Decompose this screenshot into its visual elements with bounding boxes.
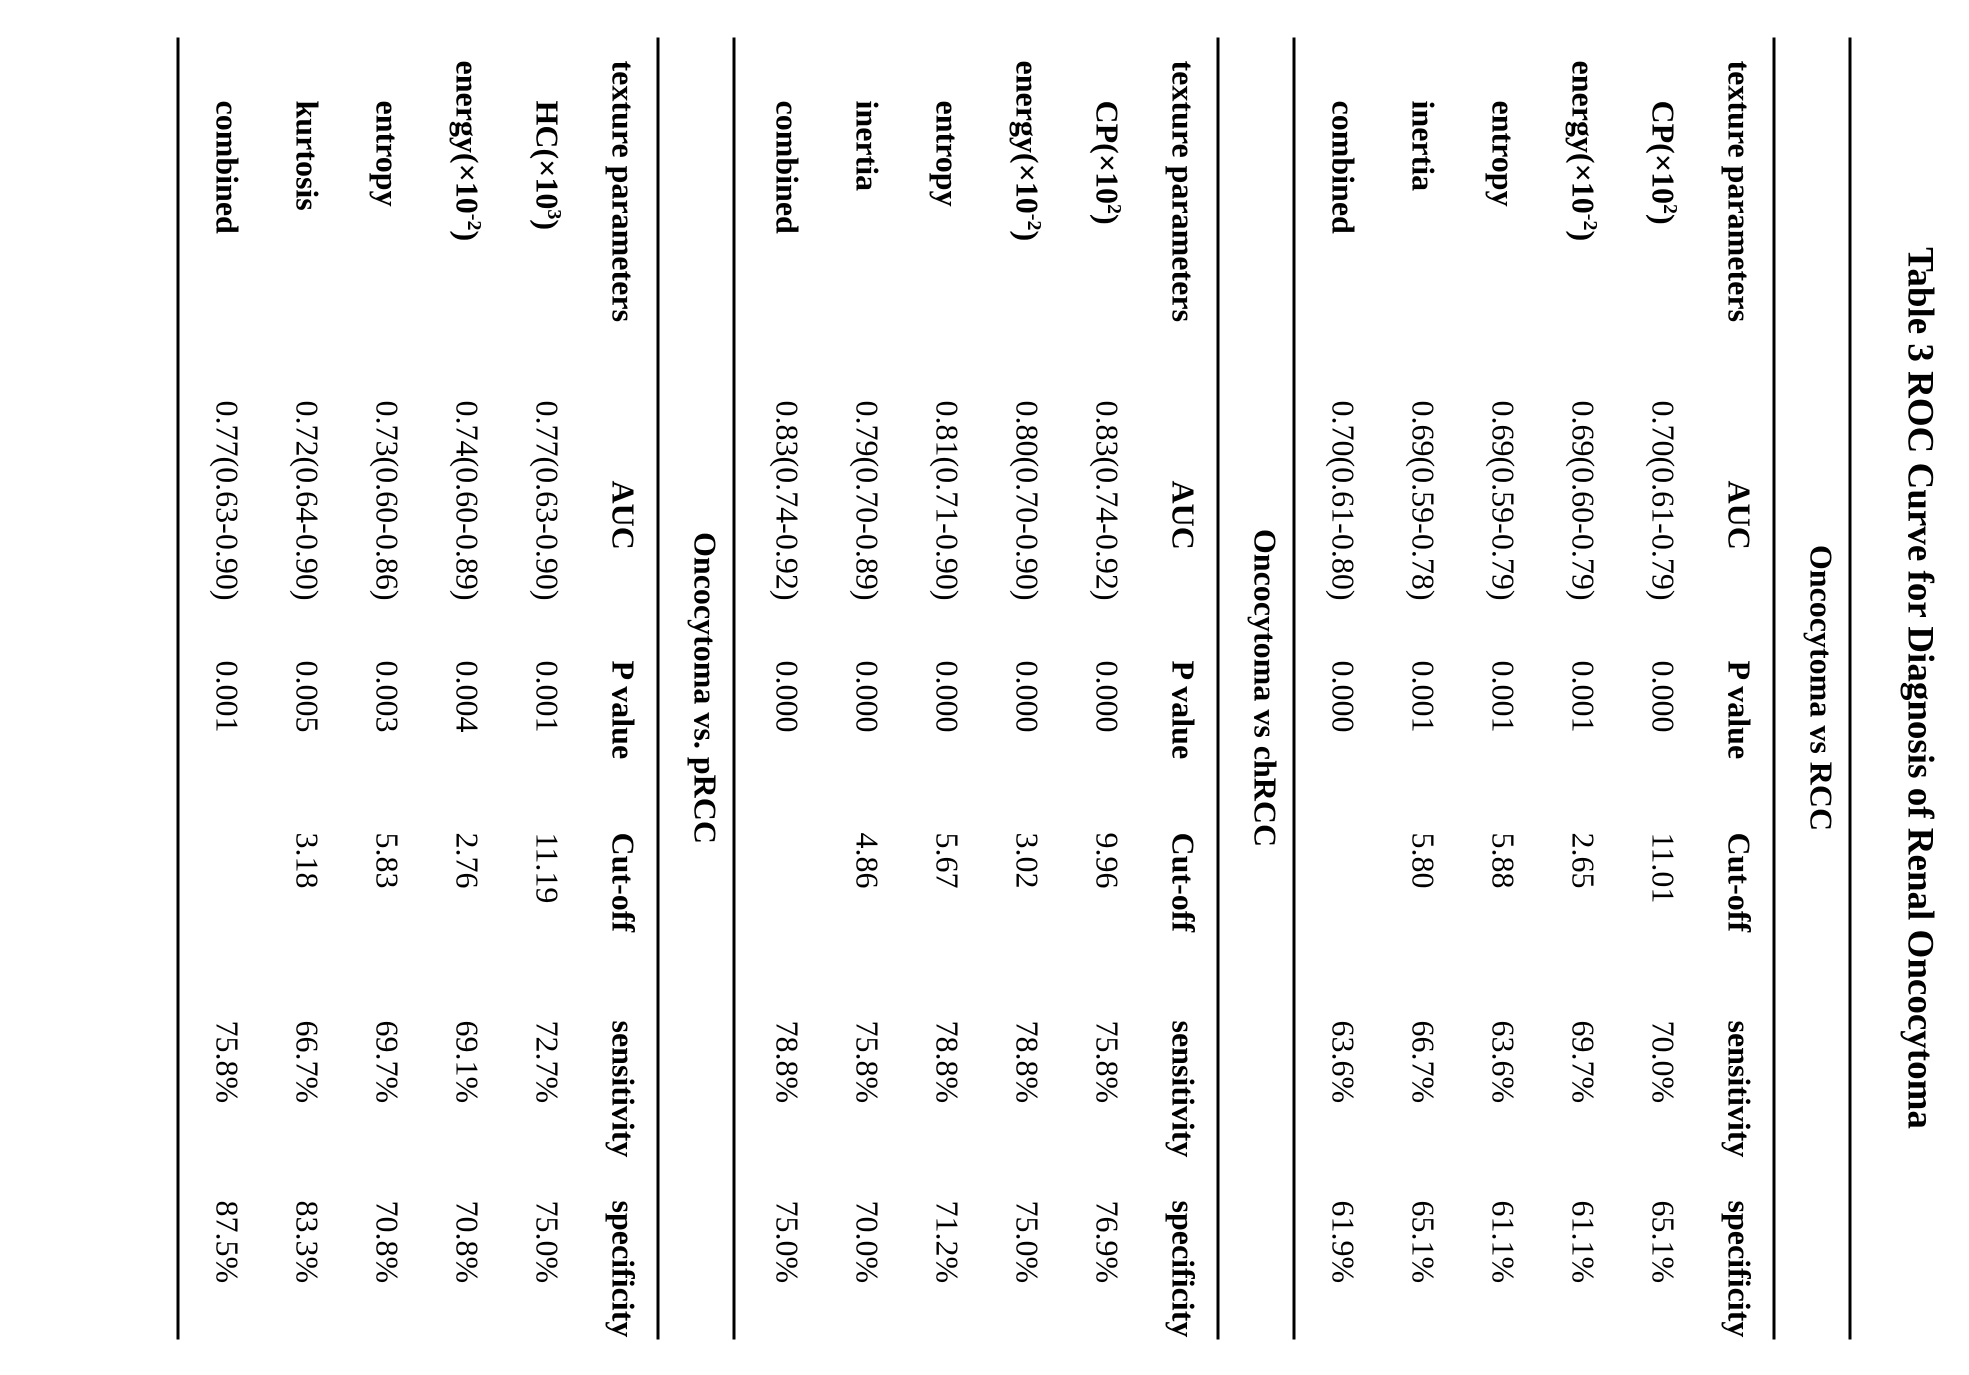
rule-bottom — [176, 37, 179, 1339]
p-cell: 0.001 — [1565, 660, 1601, 732]
col-header-params: texture parameters — [605, 60, 641, 322]
param-label: entropy — [369, 100, 405, 207]
col-header-auc: AUC — [605, 480, 641, 550]
p-cell: 0.004 — [449, 660, 485, 732]
auc-cell: 0.81(0.71-0.90) — [929, 400, 965, 600]
col-header-specificity: specificity — [605, 1200, 641, 1337]
param-label: $energy(\times 10^{-2})$ — [449, 60, 485, 241]
table-row — [927, 0, 967, 1375]
specificity-cell: 76.9% — [1089, 1200, 1125, 1283]
specificity-cell: 87.5% — [209, 1200, 245, 1283]
auc-cell: 0.77(0.63-0.90) — [209, 400, 245, 600]
rule-top — [1848, 37, 1851, 1339]
col-header-p: P value — [1165, 660, 1201, 759]
specificity-cell: 70.8% — [449, 1200, 485, 1283]
cutoff-cell: 2.65 — [1565, 832, 1601, 888]
col-header-p: P value — [605, 660, 641, 759]
table-row — [1483, 0, 1523, 1375]
cutoff-cell: 5.80 — [1405, 832, 1441, 888]
auc-cell: 0.83(0.74-0.92) — [1089, 400, 1125, 600]
table-row — [287, 0, 327, 1375]
cutoff-cell: 5.83 — [369, 832, 405, 888]
rule — [1216, 37, 1219, 1339]
auc-cell: 0.79(0.70-0.89) — [849, 400, 885, 600]
p-cell: 0.000 — [849, 660, 885, 732]
p-cell: 0.000 — [1645, 660, 1681, 732]
auc-cell: 0.69(0.59-0.79) — [1485, 400, 1521, 600]
cutoff-cell: 5.88 — [1485, 832, 1521, 888]
col-header-auc: AUC — [1721, 480, 1757, 550]
auc-cell: 0.80(0.70-0.90) — [1009, 400, 1045, 600]
p-cell: 0.001 — [1485, 660, 1521, 732]
param-label: $energy(\times 10^{-2})$ — [1565, 60, 1601, 241]
header-row — [1163, 0, 1203, 1375]
p-cell: 0.000 — [1089, 660, 1125, 732]
p-cell: 0.000 — [1009, 660, 1045, 732]
sensitivity-cell: 70.0% — [1645, 1020, 1681, 1103]
specificity-cell: 70.0% — [849, 1200, 885, 1283]
sensitivity-cell: 66.7% — [1405, 1020, 1441, 1103]
table-row — [1087, 0, 1127, 1375]
param-label: entropy — [929, 100, 965, 207]
auc-cell: 0.77(0.63-0.90) — [529, 400, 565, 600]
param-label: combined — [1325, 100, 1361, 234]
sensitivity-cell: 78.8% — [769, 1020, 805, 1103]
auc-cell: 0.69(0.59-0.78) — [1405, 400, 1441, 600]
col-header-specificity: specificity — [1165, 1200, 1201, 1337]
auc-cell: 0.73(0.60-0.86) — [369, 400, 405, 600]
col-header-params: texture parameters — [1165, 60, 1201, 322]
col-header-sensitivity: sensitivity — [1165, 1020, 1201, 1157]
specificity-cell: 75.0% — [1009, 1200, 1045, 1283]
sensitivity-cell: 69.7% — [369, 1020, 405, 1103]
sensitivity-cell: 72.7% — [529, 1020, 565, 1103]
sensitivity-cell: 63.6% — [1325, 1020, 1361, 1103]
sensitivity-cell: 63.6% — [1485, 1020, 1521, 1103]
specificity-cell: 75.0% — [529, 1200, 565, 1283]
cutoff-cell: 4.86 — [849, 832, 885, 888]
sensitivity-cell: 75.8% — [849, 1020, 885, 1103]
section-heading: Oncocytoma vs RCC — [1803, 544, 1839, 831]
auc-cell: 0.70(0.61-0.80) — [1325, 400, 1361, 600]
header-row — [603, 0, 643, 1375]
specificity-cell: 65.1% — [1405, 1200, 1441, 1283]
sensitivity-cell: 78.8% — [1009, 1020, 1045, 1103]
col-header-sensitivity: sensitivity — [1721, 1020, 1757, 1157]
table-row — [207, 0, 247, 1375]
cutoff-cell: 2.76 — [449, 832, 485, 888]
auc-cell: 0.69(0.60-0.79) — [1565, 400, 1601, 600]
table-row — [1403, 0, 1443, 1375]
col-header-auc: AUC — [1165, 480, 1201, 550]
table-row — [1007, 0, 1047, 1375]
param-label: $CP(\times 10^2)$ — [1089, 100, 1125, 225]
param-label: kurtosis — [289, 100, 325, 211]
table-row — [1563, 0, 1603, 1375]
table-row — [447, 0, 487, 1375]
sensitivity-cell: 75.8% — [209, 1020, 245, 1103]
table-title: Table 3 ROC Curve for Diagnosis of Renal Oncocytoma — [1899, 246, 1940, 1129]
table-row — [847, 0, 887, 1375]
p-cell: 0.001 — [529, 660, 565, 732]
table-row — [1323, 0, 1363, 1375]
specificity-cell: 75.0% — [769, 1200, 805, 1283]
rule — [656, 37, 659, 1339]
cutoff-cell: 11.19 — [529, 832, 565, 903]
p-cell: 0.000 — [769, 660, 805, 732]
specificity-cell: 65.1% — [1645, 1200, 1681, 1283]
sensitivity-cell: 69.1% — [449, 1020, 485, 1103]
sensitivity-cell: 78.8% — [929, 1020, 965, 1103]
param-label: inertia — [1405, 100, 1441, 191]
section-heading: Oncocytoma vs. pRCC — [687, 531, 723, 844]
sensitivity-cell: 69.7% — [1565, 1020, 1601, 1103]
auc-cell: 0.83(0.74-0.92) — [769, 400, 805, 600]
p-cell: 0.001 — [1405, 660, 1441, 732]
auc-cell: 0.70(0.61-0.79) — [1645, 400, 1681, 600]
rule — [732, 37, 735, 1339]
auc-cell: 0.74(0.60-0.89) — [449, 400, 485, 600]
specificity-cell: 70.8% — [369, 1200, 405, 1283]
col-header-cutoff: Cut-off — [1721, 832, 1757, 932]
table-row — [1643, 0, 1683, 1375]
header-row — [1719, 0, 1759, 1375]
param-label: $CP(\times 10^2)$ — [1645, 100, 1681, 225]
p-cell: 0.000 — [929, 660, 965, 732]
cutoff-cell: 3.02 — [1009, 832, 1045, 888]
rule — [1772, 37, 1775, 1339]
col-header-params: texture parameters — [1721, 60, 1757, 322]
p-cell: 0.005 — [289, 660, 325, 732]
cutoff-cell: 3.18 — [289, 832, 325, 888]
section-heading: Oncocytoma vs chRCC — [1247, 528, 1283, 847]
specificity-cell: 61.9% — [1325, 1200, 1361, 1283]
cutoff-cell: 11.01 — [1645, 832, 1681, 903]
param-label: combined — [769, 100, 805, 234]
specificity-cell: 71.2% — [929, 1200, 965, 1283]
col-header-cutoff: Cut-off — [1165, 832, 1201, 932]
auc-cell: 0.72(0.64-0.90) — [289, 400, 325, 600]
param-label: $HC(\times 10^3)$ — [529, 100, 565, 230]
p-cell: 0.000 — [1325, 660, 1361, 732]
cutoff-cell: 9.96 — [1089, 832, 1125, 888]
p-cell: 0.001 — [209, 660, 245, 732]
col-header-sensitivity: sensitivity — [605, 1020, 641, 1157]
col-header-cutoff: Cut-off — [605, 832, 641, 932]
specificity-cell: 61.1% — [1565, 1200, 1601, 1283]
sensitivity-cell: 75.8% — [1089, 1020, 1125, 1103]
p-cell: 0.003 — [369, 660, 405, 732]
cutoff-cell: 5.67 — [929, 832, 965, 888]
sensitivity-cell: 66.7% — [289, 1020, 325, 1103]
col-header-p: P value — [1721, 660, 1757, 759]
param-label: entropy — [1485, 100, 1521, 207]
rule — [1292, 37, 1295, 1339]
table-row — [367, 0, 407, 1375]
table-row — [767, 0, 807, 1375]
col-header-specificity: specificity — [1721, 1200, 1757, 1337]
param-label: combined — [209, 100, 245, 234]
specificity-cell: 83.3% — [289, 1200, 325, 1283]
param-label: $energy(\times 10^{-2})$ — [1009, 60, 1045, 241]
table-row — [527, 0, 567, 1375]
param-label: inertia — [849, 100, 885, 191]
specificity-cell: 61.1% — [1485, 1200, 1521, 1283]
